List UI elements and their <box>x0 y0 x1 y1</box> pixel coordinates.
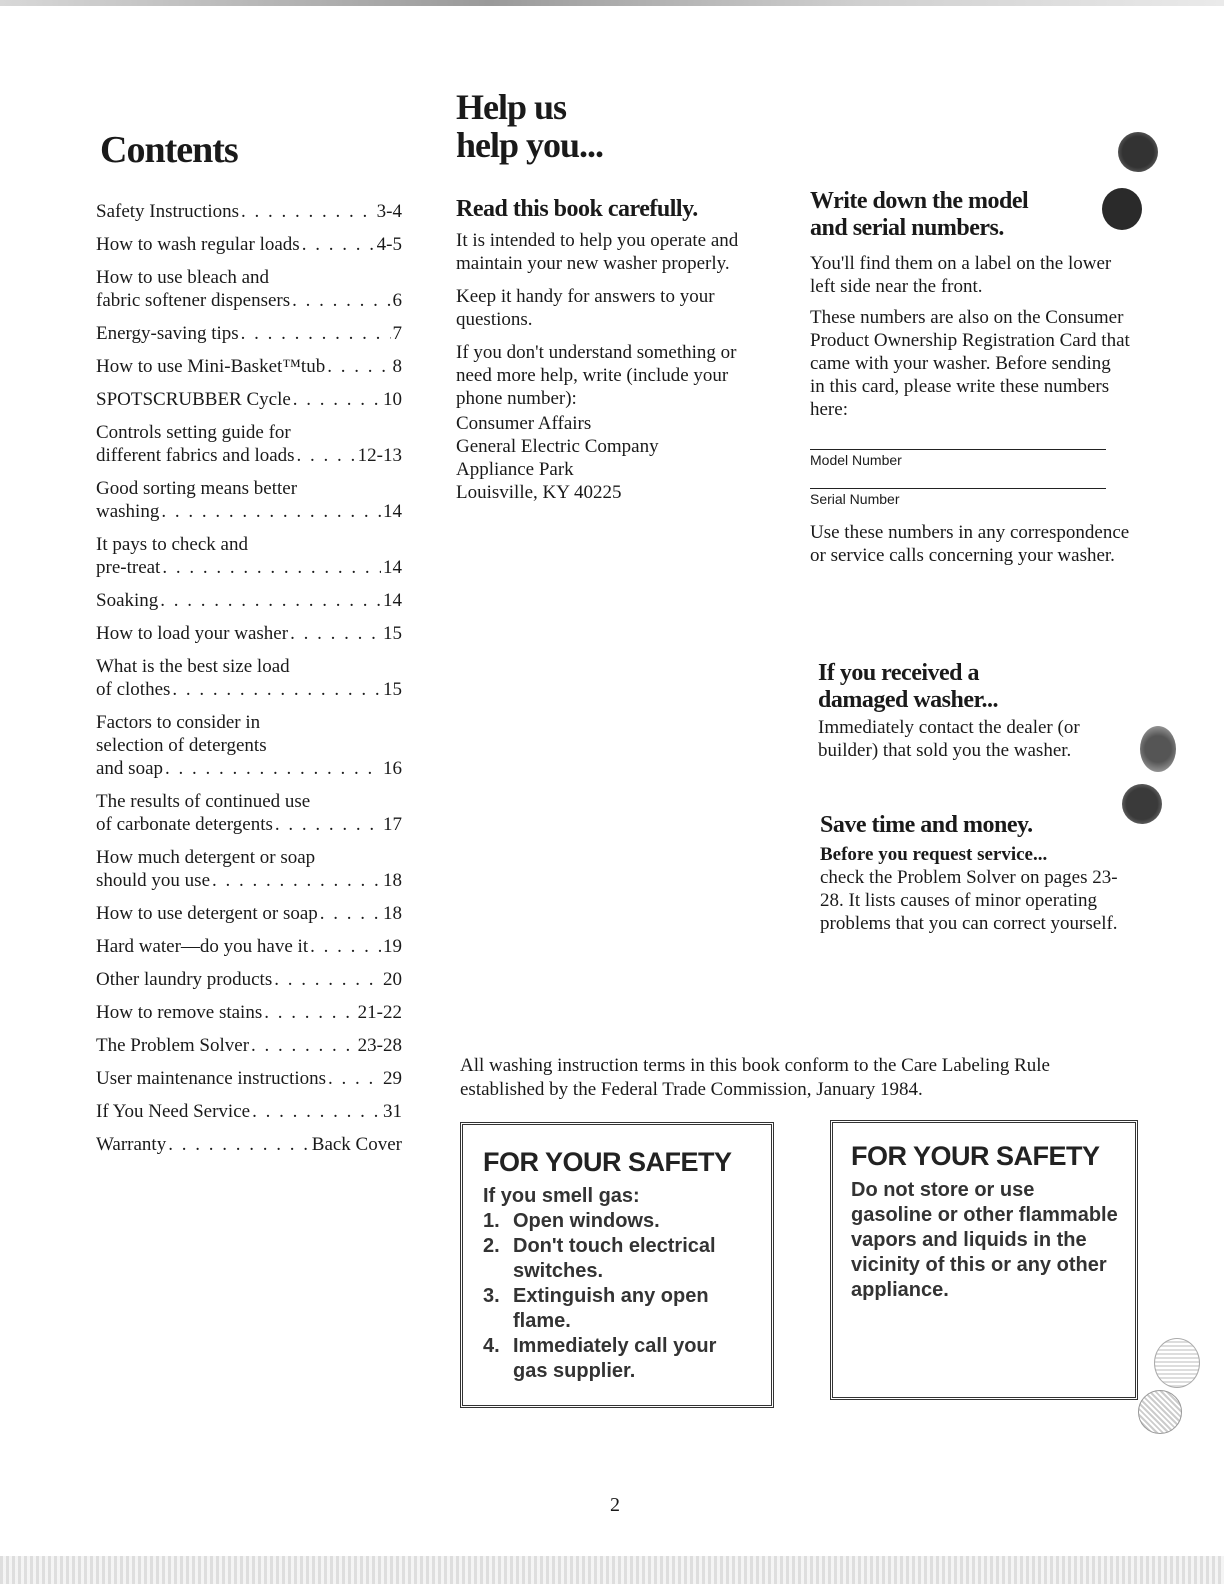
toc-entry-row <box>96 589 402 612</box>
toc-entry-label: SPOTSCRUBBER Cycle <box>96 389 291 410</box>
read-book-section <box>456 196 776 514</box>
toc-entry-row <box>96 678 402 701</box>
toc-page-number: 21-22 <box>357 1002 402 1023</box>
gas-safety-subtitle: If you smell gas: <box>483 1185 640 1207</box>
toc-entry-row <box>96 355 402 378</box>
toc-entry-row <box>96 322 402 345</box>
use-numbers-paragraph: Use these numbers in any correspondence or service calls concerning your washer. <box>810 522 1130 566</box>
toc-leader-dots <box>292 289 390 312</box>
toc-entry-label: How to use detergent or soap <box>96 903 318 924</box>
toc-entry-label: should you use <box>96 870 210 891</box>
gas-safety-step <box>483 1209 755 1234</box>
toc-page-number: 29 <box>383 1068 402 1089</box>
save-time-text: check the Problem Solver on pages 23-28. It lists causes of minor operating problems that you can correct yourself. <box>820 867 1118 934</box>
toc-entry-label: How to remove stains <box>96 1002 263 1023</box>
gas-safety-step <box>483 1234 755 1284</box>
page-title-line-1: Help us <box>456 87 567 127</box>
toc-entry-label: of carbonate detergents <box>96 814 273 835</box>
toc-leader-dots <box>310 935 381 958</box>
save-time-section <box>820 812 1140 935</box>
toc-page-number: 14 <box>383 557 402 578</box>
toc-entry-label: pre-treat <box>96 557 161 578</box>
step-number: 3. <box>483 1285 500 1307</box>
page-title-line-2: help you... <box>456 125 604 165</box>
step-text: Extinguish any open flame. <box>513 1285 709 1332</box>
toc-entry <box>96 421 402 467</box>
toc-entry-line: The results of continued use <box>96 791 311 812</box>
toc-entry-row <box>96 813 402 836</box>
toc-page-number: 16 <box>383 758 402 779</box>
toc-entry-row <box>96 869 402 892</box>
label-location-paragraph: You'll find them on a label on the lower left side near the front. <box>810 253 1112 297</box>
toc-entry <box>96 622 402 645</box>
vapor-safety-title: FOR YOUR SAFETY <box>851 1141 1100 1171</box>
model-number-line <box>810 449 1106 450</box>
toc-page-number: 10 <box>383 389 402 410</box>
toc-entry-row <box>96 500 402 523</box>
address-line: Appliance Park <box>456 459 574 480</box>
toc-page-number: 8 <box>392 356 402 377</box>
toc-entry <box>96 533 402 579</box>
binder-hole-icon <box>1154 1338 1200 1388</box>
binder-hole-icon <box>1102 188 1142 230</box>
toc-entry <box>96 200 402 223</box>
toc-entry <box>96 902 402 925</box>
toc-entry <box>96 1034 402 1057</box>
toc-entry <box>96 935 402 958</box>
toc-entry-row <box>96 935 402 958</box>
toc-entry-row <box>96 757 402 780</box>
toc-entry-label: Safety Instructions <box>96 201 240 222</box>
model-serial-heading-line-1: Write down the model <box>810 188 1029 214</box>
toc-entry-label: Hard water—do you have it <box>96 936 309 957</box>
toc-leader-dots <box>251 1034 356 1057</box>
toc-entry-row <box>96 289 402 312</box>
toc-leader-dots <box>252 1100 381 1123</box>
toc-leader-dots <box>165 757 381 780</box>
toc-entry-label: of clothes <box>96 679 171 700</box>
read-book-paragraph-3: If you don't understand something or need more help, write (include your phone number): <box>456 342 737 409</box>
binder-hole-icon <box>1122 784 1162 824</box>
toc-entry-label: How to wash regular loads <box>96 234 300 255</box>
toc-entry <box>96 266 402 312</box>
binder-hole-icon <box>1118 132 1158 172</box>
toc-entry-row <box>96 200 402 223</box>
toc-leader-dots <box>241 322 391 345</box>
toc-entry-label: How to load your washer <box>96 623 289 644</box>
toc-entry <box>96 477 402 523</box>
toc-page-number: 7 <box>392 323 402 344</box>
toc-entry-row <box>96 1001 402 1024</box>
read-book-heading: Read this book carefully. <box>456 196 698 222</box>
toc-entry <box>96 655 402 701</box>
toc-entry-row <box>96 968 402 991</box>
toc-leader-dots <box>328 1067 381 1090</box>
toc-entry <box>96 790 402 836</box>
toc-entry-label: Other laundry products <box>96 969 273 990</box>
step-text: Don't touch electrical switches. <box>513 1235 716 1282</box>
toc-leader-dots <box>168 1133 310 1156</box>
serial-number-field[interactable] <box>810 488 1130 507</box>
damaged-heading-line-1: If you received a <box>818 660 980 686</box>
toc-page-number: 19 <box>383 936 402 957</box>
toc-entry-label: User maintenance instructions <box>96 1068 327 1089</box>
address-block <box>456 412 776 504</box>
toc-entry-row <box>96 1034 402 1057</box>
page-number: 2 <box>610 1494 620 1516</box>
binder-hole-icon <box>1140 726 1176 772</box>
gas-safety-step <box>483 1334 755 1384</box>
address-line: General Electric Company <box>456 436 659 457</box>
gas-safety-steps <box>483 1209 755 1384</box>
toc-entry-label: How to use Mini-Basket™tub <box>96 356 326 377</box>
toc-leader-dots <box>162 556 381 579</box>
model-serial-section <box>810 188 1130 575</box>
toc-page-number: 31 <box>383 1101 402 1122</box>
toc-entry-label: fabric softener dispensers <box>96 290 291 311</box>
toc-leader-dots <box>327 355 390 378</box>
gas-safety-box <box>460 1122 774 1408</box>
toc-page-number: 14 <box>383 501 402 522</box>
address-line: Consumer Affairs <box>456 413 592 434</box>
toc-entry-label: Soaking <box>96 590 159 611</box>
toc-entry-line: How to use bleach and <box>96 267 270 288</box>
toc-page-number: 12-13 <box>357 445 402 466</box>
serial-number-label: Serial Number <box>810 491 900 507</box>
model-number-field[interactable] <box>810 449 1130 468</box>
toc-entry-label: If You Need Service <box>96 1101 251 1122</box>
toc-leader-dots <box>172 678 381 701</box>
read-book-paragraph-1: It is intended to help you operate and maintain your new washer properly. <box>456 230 739 274</box>
toc-entry-label: Energy-saving tips <box>96 323 239 344</box>
toc-leader-dots <box>264 1001 355 1024</box>
toc-page-number: 15 <box>383 623 402 644</box>
contents-title: Contents <box>100 129 238 171</box>
toc-entry <box>96 711 402 780</box>
save-time-heading: Save time and money. <box>820 812 1033 838</box>
toc-entry-row <box>96 1067 402 1090</box>
toc-entry-row <box>96 233 402 256</box>
read-book-paragraph-2: Keep it handy for answers to your questions. <box>456 286 715 330</box>
toc-entry-row <box>96 1133 402 1156</box>
toc-entry-row <box>96 622 402 645</box>
vapor-safety-box <box>830 1120 1138 1400</box>
bottom-scan-edge <box>0 1556 1224 1584</box>
damaged-washer-paragraph: Immediately contact the dealer (or builder) that sold you the washer. <box>818 717 1080 761</box>
toc-leader-dots <box>302 233 375 256</box>
toc-entry-line: Controls setting guide for <box>96 422 291 443</box>
toc-entry-label: different fabrics and loads <box>96 445 295 466</box>
damaged-heading-line-2: damaged washer... <box>818 687 998 713</box>
toc-page-number: 23-28 <box>357 1035 402 1056</box>
toc-entry-line: How much detergent or soap <box>96 847 316 868</box>
toc-entry <box>96 322 402 345</box>
gas-safety-step <box>483 1284 755 1334</box>
toc-page-number: 14 <box>383 590 402 611</box>
toc-entry <box>96 1001 402 1024</box>
table-of-contents <box>96 200 402 1166</box>
binder-hole-icon <box>1138 1390 1182 1434</box>
step-number: 1. <box>483 1210 500 1232</box>
serial-number-line <box>810 488 1106 489</box>
toc-entry-row <box>96 556 402 579</box>
save-time-paragraph <box>820 843 1140 935</box>
gas-safety-title: FOR YOUR SAFETY <box>483 1147 732 1177</box>
registration-card-paragraph: These numbers are also on the Consumer Product Ownership Registration Card that came with your washer. Before sending in this card, please write these numbers here: <box>810 307 1130 420</box>
toc-leader-dots <box>290 622 381 645</box>
toc-page-number: Back Cover <box>311 1134 402 1155</box>
damaged-washer-heading <box>818 660 1118 714</box>
top-scan-edge <box>0 0 1224 6</box>
toc-page-number: 3-4 <box>376 201 402 222</box>
toc-page-number: 18 <box>383 903 402 924</box>
damaged-washer-section <box>818 660 1118 762</box>
toc-entry <box>96 1100 402 1123</box>
toc-page-number: 17 <box>383 814 402 835</box>
care-labeling-note: All washing instruction terms in this book conform to the Care Labeling Rule established by the Federal Trade Commission, January 1984. <box>460 1055 1050 1100</box>
toc-entry-line: selection of detergents <box>96 735 267 756</box>
toc-page-number: 6 <box>392 290 402 311</box>
save-time-lead: Before you request service... <box>820 844 1048 865</box>
toc-leader-dots <box>275 813 381 836</box>
step-text: Immediately call your gas supplier. <box>513 1335 717 1382</box>
toc-entry-line: It pays to check and <box>96 534 248 555</box>
toc-page-number: 15 <box>383 679 402 700</box>
toc-leader-dots <box>274 968 381 991</box>
toc-leader-dots <box>160 589 381 612</box>
toc-entry <box>96 1133 402 1156</box>
address-line: Louisville, KY 40225 <box>456 482 622 503</box>
toc-leader-dots <box>241 200 375 223</box>
toc-entry <box>96 355 402 378</box>
toc-entry-row <box>96 902 402 925</box>
toc-entry <box>96 1067 402 1090</box>
model-serial-heading <box>810 188 1130 242</box>
page-title <box>456 88 603 164</box>
toc-entry <box>96 388 402 411</box>
toc-entry-row <box>96 388 402 411</box>
toc-entry-label: washing <box>96 501 160 522</box>
toc-entry <box>96 233 402 256</box>
toc-entry-label: The Problem Solver <box>96 1035 250 1056</box>
model-number-label: Model Number <box>810 452 902 468</box>
toc-entry-line: What is the best size load <box>96 656 290 677</box>
toc-leader-dots <box>212 869 381 892</box>
toc-page-number: 18 <box>383 870 402 891</box>
step-text: Open windows. <box>513 1210 660 1232</box>
model-serial-heading-line-2: and serial numbers. <box>810 215 1004 241</box>
toc-entry-label: and soap <box>96 758 164 779</box>
step-number: 2. <box>483 1235 500 1257</box>
toc-entry-line: Factors to consider in <box>96 712 261 733</box>
toc-leader-dots <box>161 500 381 523</box>
toc-page-number: 4-5 <box>376 234 402 255</box>
toc-entry-line: Good sorting means better <box>96 478 298 499</box>
toc-entry <box>96 846 402 892</box>
toc-leader-dots <box>293 388 381 411</box>
vapor-safety-text: Do not store or use gasoline or other flammable vapors and liquids in the vicinity of this or any other appliance. <box>851 1179 1118 1301</box>
toc-entry <box>96 589 402 612</box>
toc-entry <box>96 968 402 991</box>
step-number: 4. <box>483 1335 500 1357</box>
toc-entry-row <box>96 1100 402 1123</box>
toc-entry-label: Warranty <box>96 1134 167 1155</box>
toc-leader-dots <box>297 444 356 467</box>
toc-entry-row <box>96 444 402 467</box>
toc-leader-dots <box>320 902 381 925</box>
toc-page-number: 20 <box>383 969 402 990</box>
